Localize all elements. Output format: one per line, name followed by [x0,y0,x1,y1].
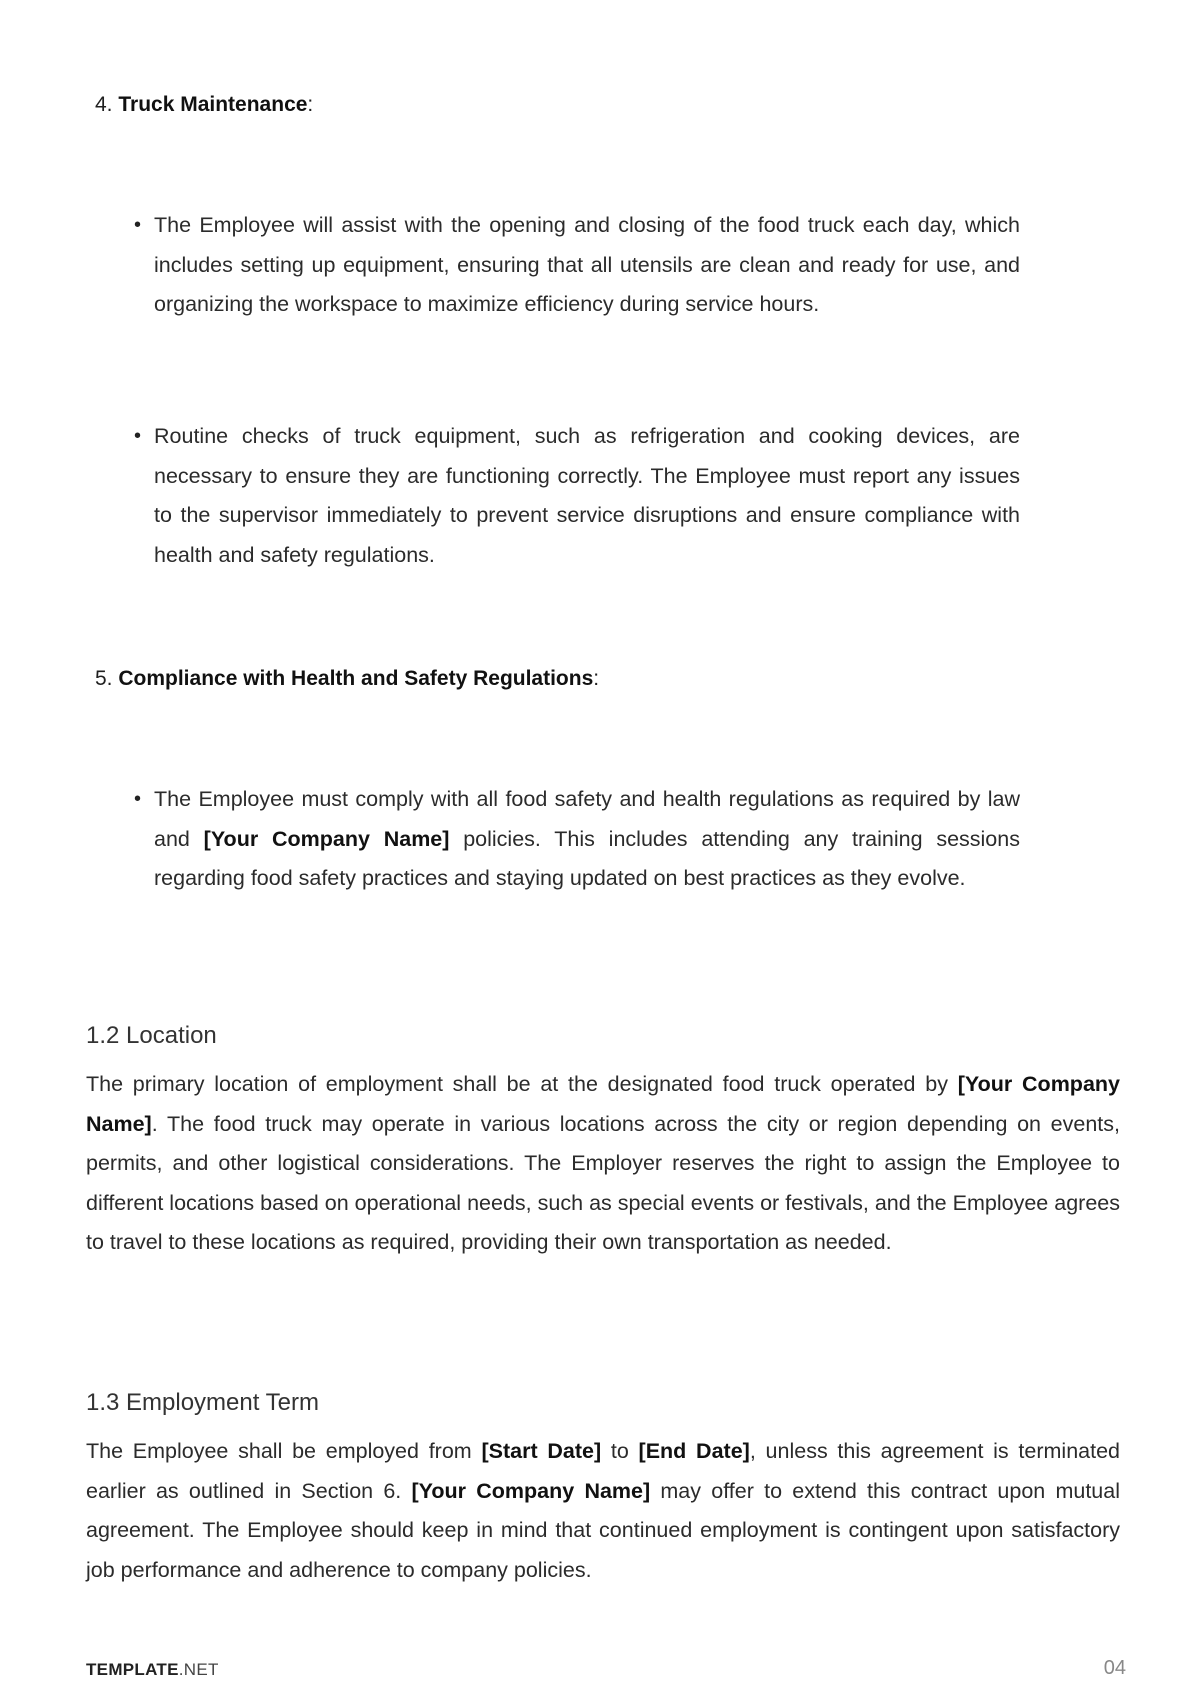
item-title: Compliance with Health and Safety Regulations [118,667,594,690]
section-title-location: 1.2 Location [86,1022,217,1049]
item-suffix: : [593,667,600,690]
section-title-employment-term: 1.3 Employment Term [86,1389,319,1416]
company-name-placeholder: [Your Company Name] [203,826,450,851]
bullet-text: The Employee will assist with the opening and closing of the food truck each day, which includes setting up equipment, ensuring that all utensils are clean and ready for use, and organizing the workspace to maximize efficiency during service hours. [154,213,1020,316]
paragraph-text: may offer to extend this contract upon mutual agreement. The Employee should keep in mind that continued employment is contingent upon satisfactory job performance and adherence to company policies. [86,1478,1120,1582]
brand-rest: .NET [178,1660,219,1679]
page-number: 04 [1103,1657,1126,1679]
paragraph-text: The Employee shall be employed from [86,1439,482,1463]
start-date-placeholder: [Start Date] [481,1439,602,1463]
item-suffix: : [307,93,314,116]
brand-bold: TEMPLATE [86,1660,179,1679]
paragraph-text: . The food truck may operate in various locations across the city or region depending on events, permits, and other logistical considerations. The Employer reserves the right to assign the Employee to different locations based on operational needs, such as special events or festivals, and the Employee agrees to travel to these locations as required, providing their own transportation as needed. [86,1111,1120,1254]
bullet-text-pre: The Employee must comply with all food safety and health regulations as required by law and [154,787,1020,851]
company-name-placeholder: [Your Company Name] [86,1072,1120,1136]
end-date-placeholder: [End Date] [638,1439,750,1463]
bullet-text-post: policies. This includes attending any training sessions regarding food safety practices and staying updated on best practices as they evolve. [154,826,1020,890]
employment-term-paragraph [86,1432,1120,1590]
bullet-item [134,417,1020,575]
item-number: 4. [95,93,113,116]
bullet-item [134,206,1020,325]
brand-logo [86,1660,219,1680]
item-4-heading [95,91,313,119]
bullet-item [134,780,1020,899]
bullet-text: Routine checks of truck equipment, such as refrigeration and cooking devices, are necessary to ensure they are functioning correctly. The Employee must report any issues to the supervisor immediately to prevent service disruptions and ensure compliance with health and safety regulations. [154,424,1020,567]
company-name-placeholder: [Your Company Name] [411,1478,651,1503]
item-title: Truck Maintenance [118,93,308,116]
location-paragraph [86,1065,1120,1263]
paragraph-text: , unless this agreement is terminated earlier as outlined in Section 6. [86,1439,1121,1503]
paragraph-text: to [601,1439,639,1463]
paragraph-text: The primary location of employment shall be at the designated food truck operated by [86,1072,958,1096]
item-number: 5. [95,667,113,690]
item-5-heading [95,665,599,693]
